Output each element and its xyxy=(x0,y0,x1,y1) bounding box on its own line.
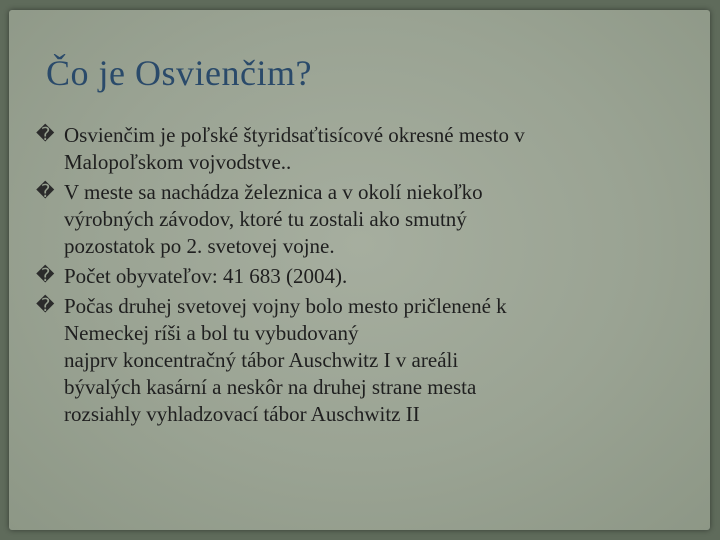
bullet-line: rozsiahly vyhladzovací tábor Auschwitz II xyxy=(64,402,420,426)
bullet-item-3 xyxy=(36,263,686,290)
bullet-item-1 xyxy=(36,122,686,176)
bullet-list xyxy=(36,122,686,431)
bullet-line: Nemeckej ríši a bol tu vybudovaný xyxy=(64,321,359,345)
bullet-line: pozostatok po 2. svetovej vojne. xyxy=(64,234,335,258)
bullet-item-4 xyxy=(36,293,686,428)
bullet-line: najprv koncentračný tábor Auschwitz I v areáli xyxy=(64,348,459,372)
bullet-item-2 xyxy=(36,179,686,260)
bullet-line: V meste sa nachádza železnica a v okolí niekoľko xyxy=(64,180,483,204)
bullet-icon: � xyxy=(36,295,55,316)
bullet-line: Osvienčim je poľské štyridsaťtisícové okresné mesto v xyxy=(64,123,525,147)
bullet-line: výrobných závodov, ktoré tu zostali ako smutný xyxy=(64,207,467,231)
bullet-icon: � xyxy=(36,181,55,202)
bullet-line: Malopoľskom vojvodstve.. xyxy=(64,150,292,174)
bullet-icon: � xyxy=(36,124,55,145)
bullet-line: bývalých kasární a neskôr na druhej strane mesta xyxy=(64,375,477,399)
bullet-line: Počas druhej svetovej vojny bolo mesto pričlenené k xyxy=(64,294,507,318)
bullet-icon: � xyxy=(36,265,55,286)
bullet-line: Počet obyvateľov: 41 683 (2004). xyxy=(64,264,348,288)
slide-title: Čo je Osvienčim? xyxy=(46,53,312,93)
